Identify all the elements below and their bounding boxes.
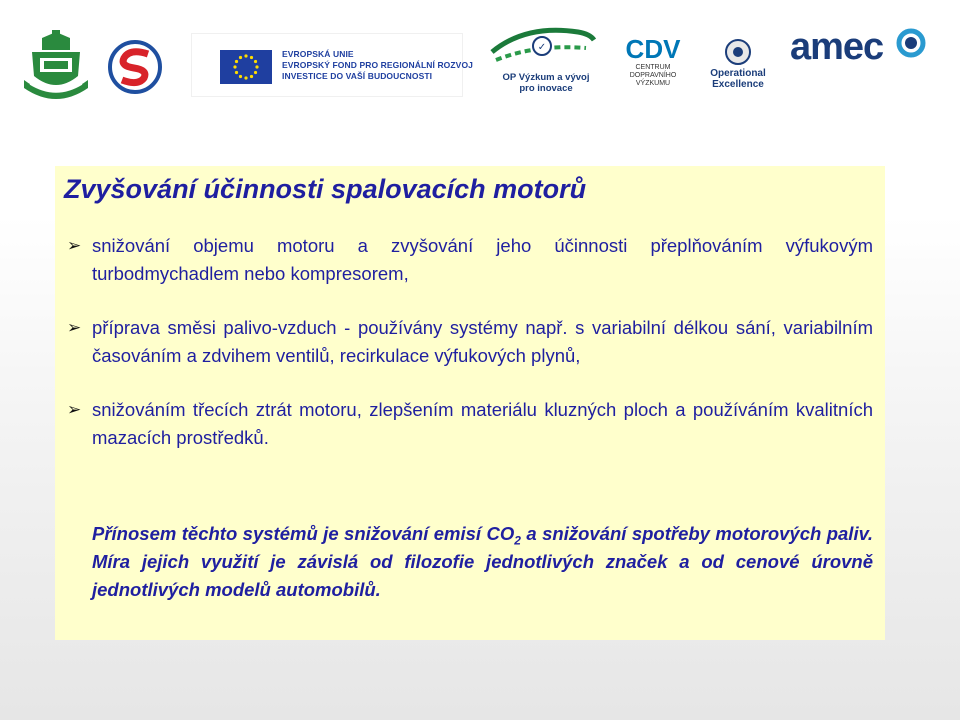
eu-line-2: EVROPSKÝ FOND PRO REGIONÁLNÍ ROZVOJ	[282, 60, 473, 70]
bullet-item	[65, 314, 873, 370]
closing-text-end: a snižování spotřeby motorových paliv. Míra jejich využití je závislá od filozofie jednotlivých značek a od cenové úrovně jednotlivých modelů automobilů.	[92, 523, 873, 600]
operational-excellence-icon	[700, 38, 776, 68]
cdv-line-1: CENTRUM	[635, 64, 671, 71]
eu-flag-icon	[220, 50, 272, 84]
bullet-text: snižováním třecích ztrát motoru, zlepšením materiálu kluzných ploch a používáním kvalitních mazacích prostředků.	[92, 399, 873, 448]
closing-text-start: Přínosem těchto systémů je snižování emisí CO	[92, 523, 515, 544]
op-vyzkum-logo	[486, 22, 598, 100]
bullet-item	[65, 396, 873, 452]
eu-line-3: INVESTICE DO VAŠÍ BUDOUCNOSTI	[282, 71, 433, 81]
school-crest-logo	[18, 28, 94, 100]
cdv-line-2: DOPRAVNÍHO	[629, 72, 677, 79]
closing-paragraph	[92, 520, 873, 604]
school-crest-icon	[18, 28, 94, 100]
opex-line-2: Excellence	[712, 79, 764, 90]
logo-bar	[0, 0, 960, 120]
opex-text	[700, 68, 776, 90]
eu-text	[282, 49, 473, 82]
bullet-text: snižování objemu motoru a zvyšování jeho účinnosti přeplňováním výfukovým turbodmychadlem nebo kompresorem,	[92, 235, 873, 284]
op-vyzkum-swoosh-icon	[486, 22, 598, 72]
svg-text:✓: ✓	[537, 42, 547, 53]
s-mark-icon	[108, 40, 162, 94]
slide-title: Zvyšování účinnosti spalovacích motorů	[64, 174, 587, 204]
operational-excellence-logo	[700, 38, 776, 98]
arrow-bullet-icon: ➢	[67, 400, 82, 419]
op-line-1: OP Výzkum a vývoj	[502, 72, 590, 83]
bullet-list	[65, 232, 873, 452]
cdv-text	[620, 64, 686, 88]
amec-logo	[790, 26, 930, 78]
op-text	[494, 72, 598, 94]
arrow-bullet-icon: ➢	[67, 318, 82, 337]
eu-logo	[192, 34, 473, 96]
amec-ring-icon	[894, 26, 928, 60]
op-line-2: pro inovace	[519, 83, 573, 94]
bullet-item	[65, 232, 873, 288]
bullet-text: příprava směsi palivo-vzduch - používány systémy např. s variabilní délkou sání, variabilním časováním a zdvihem ventilů, recirkulace výfukových plynů,	[92, 317, 873, 366]
arrow-bullet-icon: ➢	[67, 236, 82, 255]
cdv-wordmark-icon	[620, 34, 686, 64]
cdv-logo	[620, 34, 686, 96]
content-box	[55, 166, 885, 640]
amec-wordmark: amec	[790, 26, 884, 68]
opex-line-1: Operational	[710, 68, 766, 79]
svg-text:CDV: CDV	[625, 34, 681, 64]
cdv-line-3: VÝZKUMU	[635, 80, 671, 87]
s-mark-logo	[108, 40, 162, 94]
eu-line-1: EVROPSKÁ UNIE	[282, 49, 354, 59]
subscript-2: 2	[514, 533, 521, 548]
